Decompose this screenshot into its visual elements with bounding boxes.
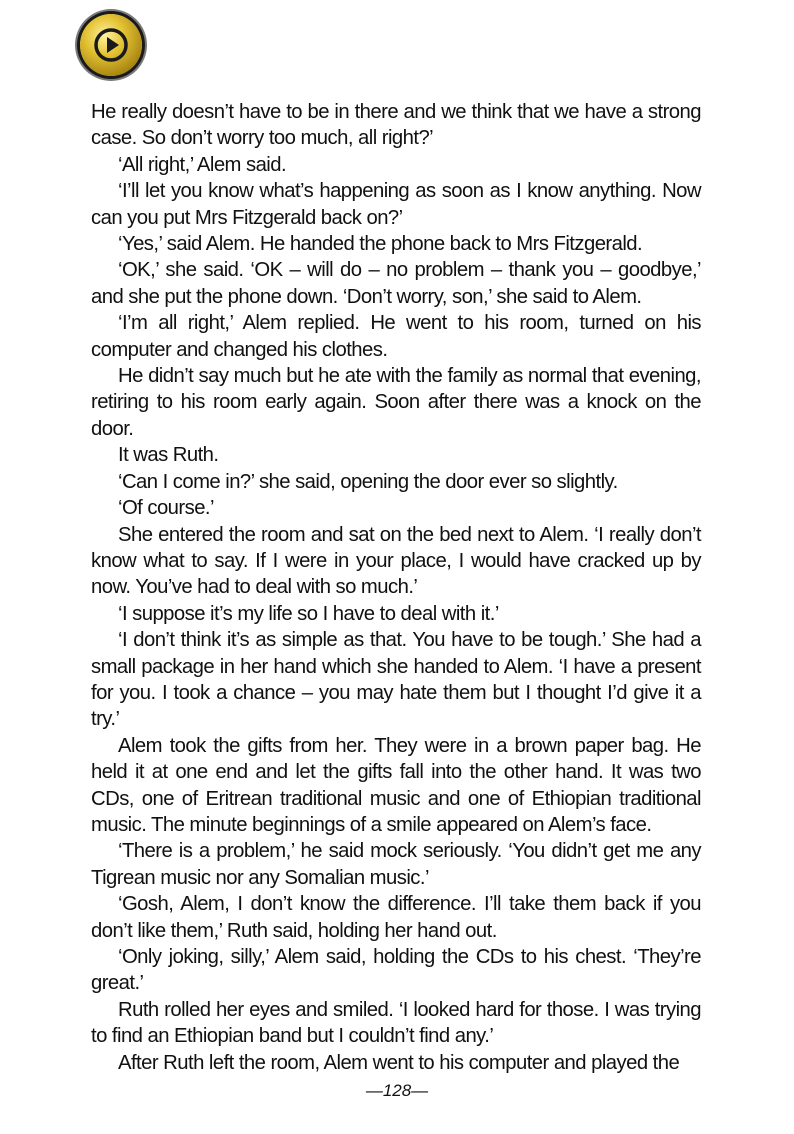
paragraph: He really doesn’t have to be in there and we think that we have a strong case. So don’t worry too much, all right?’ xyxy=(91,101,701,150)
paragraph: ‘I suppose it’s my life so I have to deal with it.’ xyxy=(118,602,499,625)
paragraph: He didn’t say much but he ate with the family as normal that evening, retiring to his room early again. Soon after there was a knock on the door. xyxy=(91,365,701,440)
paragraph: ‘There is a problem,’ he said mock seriously. ‘You didn’t get me any Tigrean music nor any Somalian music.’ xyxy=(91,840,701,889)
audio-badge[interactable] xyxy=(80,14,142,76)
play-icon xyxy=(93,27,129,63)
paragraph: ‘Of course.’ xyxy=(118,497,214,520)
paragraph: ‘OK,’ she said. ‘OK – will do – no problem – thank you – goodbye,’ and she put the phone down. ‘Don’t worry, son,’ she said to Alem. xyxy=(91,259,701,308)
paragraph: After Ruth left the room, Alem went to his computer and played the xyxy=(118,1051,680,1074)
paragraph: ‘All right,’ Alem said. xyxy=(118,153,287,176)
body-text xyxy=(91,99,701,1076)
page-number: —128— xyxy=(365,1081,429,1100)
paragraph: It was Ruth. xyxy=(118,444,219,467)
paragraph: She entered the room and sat on the bed next to Alem. ‘I really don’t know what to say. If I were in your place, I would have cracked up by now. You’ve had to deal with so much.’ xyxy=(91,523,701,599)
paragraph: ‘Gosh, Alem, I don’t know the difference. I’ll take them back if you don’t like them,’ Ruth said, holding her hand out. xyxy=(91,893,701,942)
paragraph: ‘Yes,’ said Alem. He handed the phone back to Mrs Fitzgerald. xyxy=(118,233,643,256)
paragraph: ‘Only joking, silly,’ Alem said, holding the CDs to his chest. ‘They’re great.’ xyxy=(91,946,701,995)
paragraph: ‘I’m all right,’ Alem replied. He went to his room, turned on his computer and changed his clothes. xyxy=(91,312,701,361)
paragraph: ‘I’ll let you know what’s happening as soon as I know anything. Now can you put Mrs Fitzgerald back on?’ xyxy=(91,180,701,229)
paragraph: ‘Can I come in?’ she said, opening the door ever so slightly. xyxy=(118,470,618,493)
paragraph: Ruth rolled her eyes and smiled. ‘I looked hard for those. I was trying to find an Ethiopian band but I couldn’t find any.’ xyxy=(91,998,701,1048)
paragraph: Alem took the gifts from her. They were in a brown paper bag. He held it at one end and let the gifts fall into the other hand. It was two CDs, one of Eritrean traditional music and one of Ethiopian traditional music. The minute beginnings of a smile appeared on Alem’s face. xyxy=(91,734,701,836)
paragraph: ‘I don’t think it’s as simple as that. You have to be tough.’ She had a small package in her hand which she handed to Alem. ‘I have a present for you. I took a chance – you may hate them but I thought I’d give it a try.’ xyxy=(91,629,701,731)
